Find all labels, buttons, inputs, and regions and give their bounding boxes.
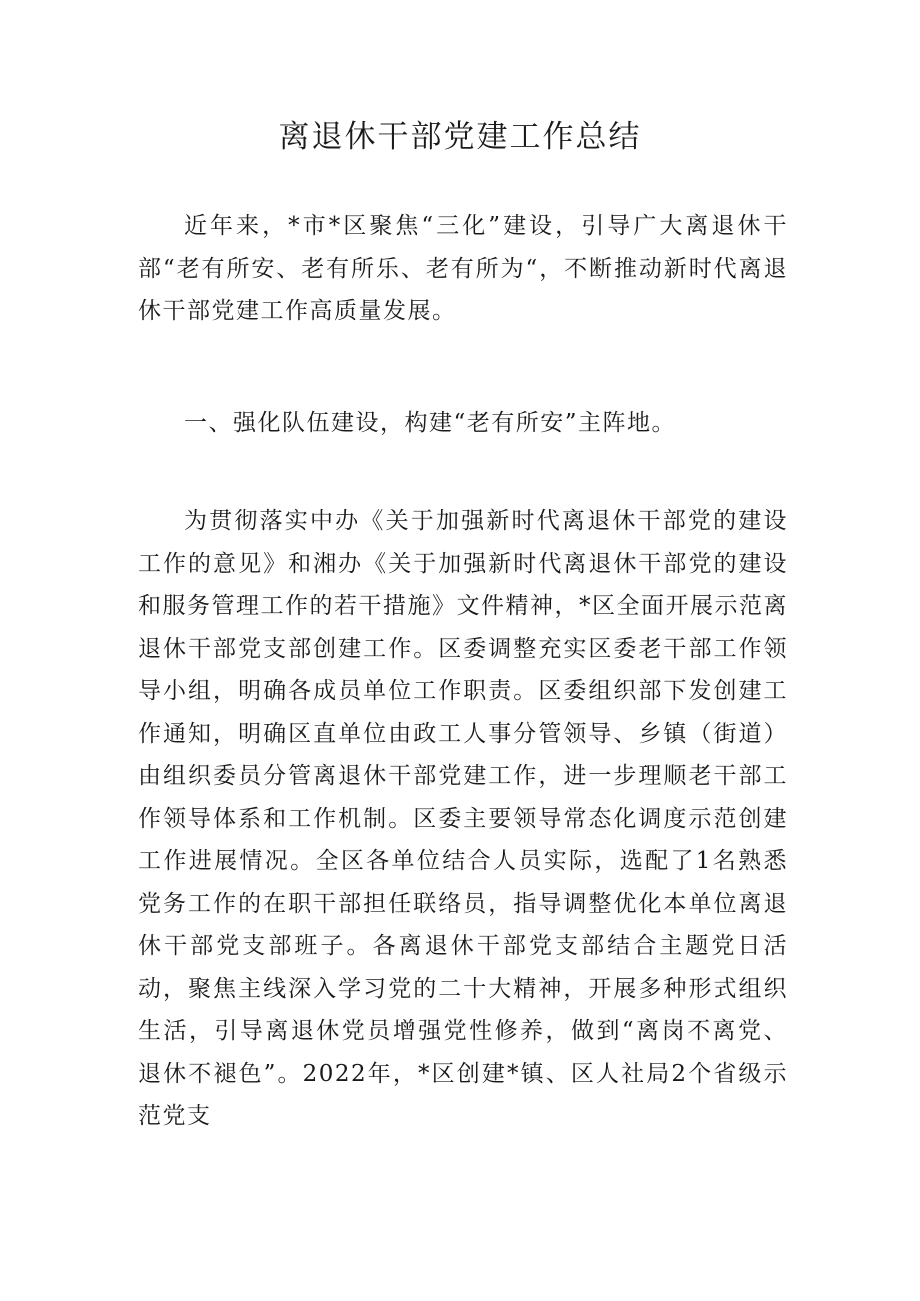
section-heading: 一、强化队伍建设，构建“老有所安”主阵地。 [184, 410, 677, 436]
document-title: 离退休干部党建工作总结 [278, 119, 642, 155]
intro-paragraph: 近年来，*市*区聚焦“三化”建设，引导广大离退休干部“老有所安、老有所乐、老有所为“，不断推动新时代离退休干部党建工作高质量发展。 [138, 213, 788, 324]
section-body-paragraph: 为贯彻落实中办《关于加强新时代离退休干部党的建设工作的意见》和湘办《关于加强新时代离退休干部党的建设和服务管理工作的若干措施》文件精神，*区全面开展示范离退休干部党支部创建工作。区委调整充实区委老干部工作领导小组，明确各成员单位工作职责。区委组织部下发创建工作通知，明确区直单位由政工人事分管领导、乡镇（街道）由组织委员分管离退休干部党建工作，进一步理顺老干部工作领导体系和工作机制。区委主要领导常态化调度示范创建工作进展情况。全区各单位结合人员实际，选配了1名熟悉党务工作的在职干部担任联络员，指导调整优化本单位离退休干部党支部班子。各离退休干部党支部结合主题党日活动，聚焦主线深入学习党的二十大精神，开展多种形式组织生活，引导离退休党员增强党性修养，做到“离岗不离党、退休不褪色”。2022年，*区创建*镇、区人社局2个省级示范党支 [138, 508, 788, 1129]
